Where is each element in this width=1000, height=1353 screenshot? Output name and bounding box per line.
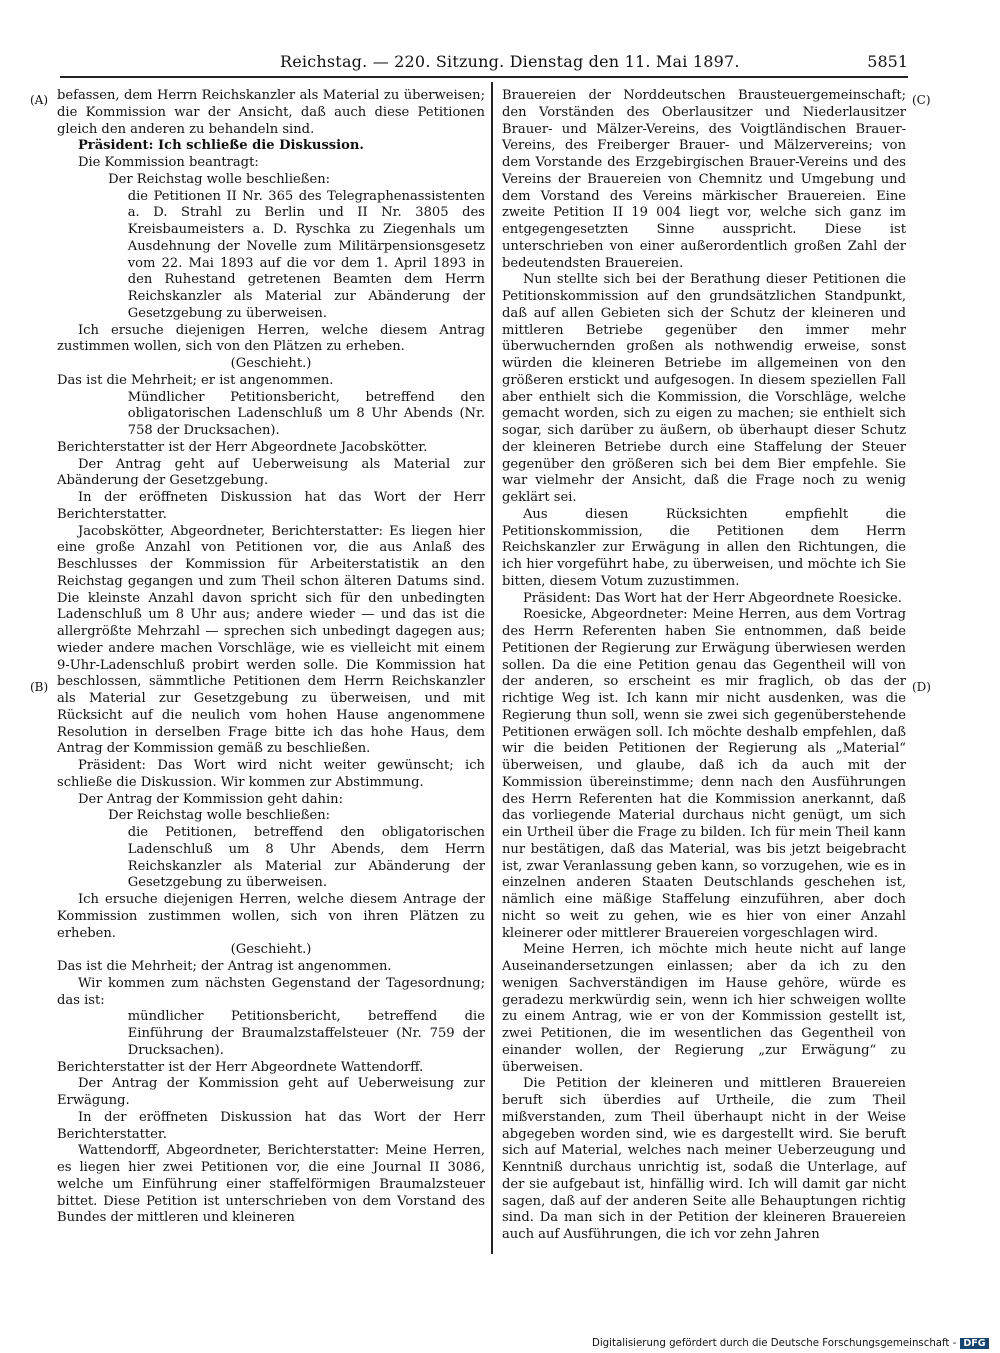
paragraph: Der Reichstag wolle beschließen: [108,808,331,824]
paragraph: Ich ersuche diejenigen Herren, welche diesem Antrage der Kommission zustimmen wollen, sich von ihren Plätzen zu erheben. [57,892,485,941]
running-header [60,52,908,74]
page-number: 5851 [867,52,908,71]
margin-mark-c: (C) [912,93,931,107]
margin-mark-d: (D) [912,680,931,694]
paragraph: Der Antrag der Kommission geht dahin: [77,791,344,807]
paragraph: Mündlicher Petitionsbericht, betreffend den obligatorischen Ladenschluß um 8 Uhr Abends (Nr. 758 der Drucksachen). [127,389,485,438]
paragraph: Ich ersuche diejenigen Herren, welche diesem Antrag zustimmen wollen, sich von den Plätzen zu erheben. [57,322,485,355]
paragraph: befassen, dem Herrn Reichskanzler als Material zu überweisen; die Kommission war der Ansicht, daß auch diese Petitionen gleich den anderen zu behandeln sind. [57,88,485,137]
paragraph: Der Reichstag wolle beschließen: [108,171,331,187]
paragraph: Wattendorff, Abgeordneter, Berichterstatter: Meine Herren, es liegen hier zwei Petitionen vor, die eine Journal II 3086, welche um Einführung einer staffelförmigen Braumalzsteuer bittet. Diese Petition ist unterschrieben von dem Vorstand des Bundes der mittleren und kleineren [57,1143,485,1226]
paragraph: Die Petition der kleineren und mittleren Brauereien beruft sich überdies auf Urtheile, die zum Theil mißverstanden, zum Theil überhaupt nicht in der Weise abgegeben worden sind, wie es dargestellt wird. Sie beruft sich auf Material, welches nach meiner Ueberzeugung und Kenntniß durchaus unrichtig ist, sodaß die Unterlage, auf der sie aufgebaut ist, hinfällig wird. Ich will damit gar nicht sagen, daß auf der anderen Seite alle Behauptungen richtig sind. Da man sich in der Petition der kleineren Brauereien auch auf Ausführungen, die ich vor zehn Jahren [502,1076,906,1242]
paragraph: Präsident: Das Wort wird nicht weiter gewünscht; ich schließe die Diskussion. Wir kommen zur Abstimmung. [57,758,485,790]
paragraph: die Petitionen, betreffend den obligatorischen Ladenschluß um 8 Uhr Abends, dem Herrn Reichskanzler als Material zur Abänderung der Gesetzgebung zu überweisen. [127,825,485,891]
margin-mark-b: (B) [30,680,49,694]
paragraph: Der Antrag geht auf Ueberweisung als Material zur Abänderung der Gesetzgebung. [57,456,485,489]
paragraph: Das ist die Mehrheit; der Antrag ist angenommen. [57,959,392,974]
paragraph: Meine Herren, ich möchte mich heute nicht auf lange Auseinandersetzungen einlassen; aber da ich zu den wenigen Sachverständigen im Hause gehöre, würde es geradezu merkwürdig sein, wenn ich hier schweigen wollte zu einem Antrag, wie er von der Kommission gestellt ist, zwei Petitionen, die im wesentlichen das Gegentheil von einander wollen, der Regierung „zur Erwägung“ zu überweisen. [502,942,906,1075]
footer-text: Digitalisierung gefördert durch die Deutsche Forschungsgemeinschaft - [592,1338,957,1349]
margin-mark-a: (A) [30,93,49,107]
paragraph: Präsident: Ich schließe die Diskussion. [77,138,364,154]
paragraph: Brauereien der Norddeutschen Brausteuergemeinschaft; den Vorständen des Oberlausitzer und Niederlausitzer Brauer- und Mälzer-Vereins, des Voigtländischen Brauer-Vereins, des Freiberger Brauer- und Mälzervereins; von dem Vorstande des Erzgebirgischen Brauer-Vereins und des Vereins der Brauereien von Chemnitz und Umgebung und dem Vorstand des Vereins märkischer Brauereien. Eine zweite Petition II 19 004 liegt vor, welche sich ganz im entgegengesetzten Sinne ausspricht. Diese ist unterschrieben von einer außerordentlich großen Zahl der bedeutendsten Brauereien. [502,88,906,271]
paragraph: Nun stellte sich bei der Berathung dieser Petitionen die Petitionskommission auf den grundsätzlichen Standpunkt, daß auf allen Gebieten sich der Schutz der kleineren und mittleren Betriebe gegenüber den immer mehr überwuchernden großen als nothwendig erweise, sonst würden die kleineren Betriebe im allgemeinen von den größeren erstickt und aufgesogen. In diesem speziellen Fall aber enthielt sich die Kommission, die Vorschläge, welche gemacht worden, sich zu eigen zu machen; sie enthielt sich sogar, sich darüber zu äußern, ob überhaupt dieser Schutz der kleineren Betriebe durch eine Staffelung der Steuer gegenüber den größeren sich bei dem Bier empfehle. Sie war vielmehr der Ansicht, daß die Frage noch zu wenig geklärt sei. [502,272,906,505]
paragraph: Der Antrag der Kommission geht auf Ueberweisung zur Erwägung. [57,1076,485,1108]
paragraph: Roesicke, Abgeordneter: Meine Herren, aus dem Vortrag des Herrn Referenten haben Sie entnommen, daß beide Petitionen der Regierung zur Erwägung überwiesen werden sollen. Da die eine Petition genau das Gegentheil will von der anderen, so erscheint es mir fraglich, ob das der richtige Weg ist. Ich kann mir nicht ausdenken, was die Regierung thun soll, wenn sie zwei sich gegenüberstehende Petitionen erwägen soll. Ich möchte deshalb empfehlen, daß wir die beiden Petitionen der Regierung als „Material“ überweisen, und glaube, daß ich da auch mit der Kommission übereinstimme; denn nach den Ausführungen des Herrn Referenten hat die Kommission anerkannt, daß das vorliegende Material durchaus nicht genügt, um sich ein Urtheil über die Frage zu bilden. Ich für mein Theil kann nur bestätigen, daß das Material, was bis jetzt beigebracht ist, zwar Veranlassung geben kann, so vorzugehen, wie es in einzelnen anderen Staaten Deutschlands geschehen ist, nämlich eine mäßige Staffelung einzuführen, aber doch nicht so weit zu gehen, wie es hier von einer Anzahl kleinerer oder mittlerer Brauereien vorgeschlagen wird. [502,607,906,941]
paragraph: (Geschieht.) [230,356,312,371]
paragraph: Berichterstatter ist der Herr Abgeordnete Jacobskötter. [57,439,428,455]
paragraph: Aus diesen Rücksichten empfiehlt die Petitionskommission, die Petitionen dem Herrn Reichskanzler zur Erwägung in allen den Richtungen, die ich hier vorgeführt habe, zu überweisen, und möchte ich Sie bitten, diesem Votum zuzustimmen. [502,506,906,589]
paragraph: Berichterstatter ist der Herr Abgeordnete Wattendorff. [57,1059,424,1075]
paragraph: Jacobskötter, Abgeordneter, Berichterstatter: Es liegen hier eine große Anzahl von Petitionen vor, die aus Anlaß des Beschlusses der Kommission für Arbeiterstatistik an den Reichstag gegangen und zum Theil schon älteren Datums sind. Die kleinste Anzahl davon spricht sich für den unbedingten Ladenschluß um 8 Uhr aus; andere wieder — und das ist die allergrößte Mehrzahl — sprechen sich unbedingt dagegen aus; wieder andere machen Vorschläge, wie es vielleicht mit einem 9-Uhr-Ladenschluß probirt werden solle. Die Kommission hat beschlossen, sämmtliche Petitionen dem Herrn Reichskanzler als Material zur Gesetzgebung zu überweisen, und mit Rücksicht auf die neulich vom hohen Hause angenommene Resolution in derselben Frage bitte ich das hohe Haus, dem Antrag der Kommission gemäß zu beschließen. [57,523,485,757]
paragraph: die Petitionen II Nr. 365 des Telegraphenassistenten a. D. Strahl zu Berlin und II Nr. 3805 des Kreisbaumeisters a. D. Ryschka zu Ziegenhals um Ausdehnung der Novelle zum Militärpensionsgesetz vom 22. Mai 1893 auf die vor dem 1. April 1893 in den Ruhestand getretenen Beamten dem Herrn Reichskanzler als Material zur Abänderung der Gesetzgebung zu überweisen. [127,188,485,321]
paragraph: Präsident: Das Wort hat der Herr Abgeordnete Roesicke. [522,590,902,606]
column-divider [491,82,493,1254]
dfg-logo: DFG [960,1338,988,1349]
left-column [57,88,485,1227]
header-title: Reichstag. — 220. Sitzung. Dienstag den 11. Mai 1897. [280,52,740,71]
paragraph: Wir kommen zum nächsten Gegenstand der Tagesordnung; das ist: [57,975,485,1008]
paragraph: In der eröffneten Diskussion hat das Wort der Herr Berichterstatter. [57,490,485,522]
paragraph: (Geschieht.) [230,942,312,958]
paragraph: Das ist die Mehrheit; er ist angenommen. [57,372,334,388]
header-rule [60,76,908,78]
paragraph: Die Kommission beantragt: [77,155,259,170]
footer-credit [592,1338,989,1349]
paragraph: In der eröffneten Diskussion hat das Wort der Herr Berichterstatter. [57,1109,485,1142]
right-column [502,88,906,1244]
paragraph: mündlicher Petitionsbericht, betreffend die Einführung der Braumalzstaffelsteuer (Nr. 759 der Drucksachen). [127,1009,485,1058]
